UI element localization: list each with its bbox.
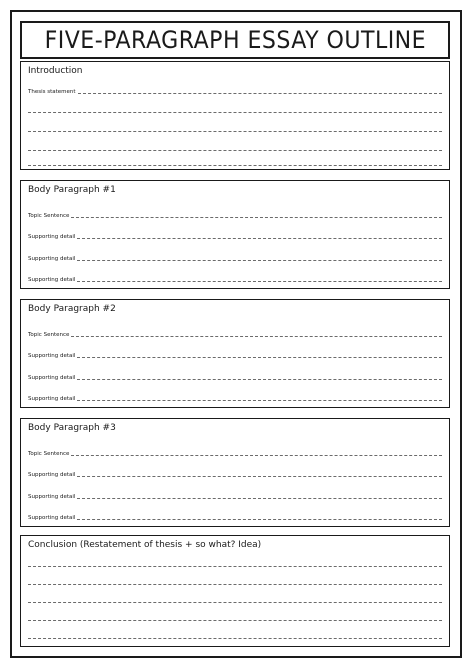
writing-line[interactable]: [28, 620, 442, 621]
topic-sentence-row[interactable]: [28, 445, 442, 457]
row-label: Supporting detail: [28, 255, 76, 262]
writing-line[interactable]: [77, 476, 442, 477]
section-heading: Body Paragraph #2: [28, 304, 116, 314]
section-heading: Body Paragraph #1: [28, 185, 116, 195]
thesis-row[interactable]: [28, 83, 442, 95]
writing-line[interactable]: [77, 238, 442, 239]
topic-sentence-row[interactable]: [28, 207, 442, 219]
introduction-section: [20, 61, 450, 170]
writing-line[interactable]: [28, 131, 442, 132]
page-title: FIVE-PARAGRAPH ESSAY OUTLINE: [44, 26, 426, 54]
conclusion-section: [20, 535, 450, 647]
row-label: Topic Sentence: [28, 212, 70, 219]
row-label: Supporting detail: [28, 493, 76, 500]
row-label: Supporting detail: [28, 514, 76, 521]
writing-row[interactable]: [28, 574, 442, 586]
writing-line[interactable]: [77, 400, 442, 401]
writing-line[interactable]: [28, 638, 442, 639]
section-heading: Introduction: [28, 66, 83, 76]
supporting-detail-row[interactable]: [28, 250, 442, 262]
writing-line[interactable]: [77, 498, 442, 499]
writing-line[interactable]: [77, 379, 442, 380]
writing-line[interactable]: [71, 217, 442, 218]
writing-row[interactable]: [28, 140, 442, 152]
row-label: Supporting detail: [28, 471, 76, 478]
row-label: Supporting detail: [28, 395, 76, 402]
writing-line[interactable]: [28, 112, 442, 113]
row-label: Supporting detail: [28, 233, 76, 240]
writing-line[interactable]: [28, 150, 442, 151]
writing-row[interactable]: [28, 121, 442, 133]
writing-line[interactable]: [71, 455, 442, 456]
title-box: [20, 21, 450, 59]
supporting-detail-row[interactable]: [28, 466, 442, 478]
writing-line[interactable]: [28, 566, 442, 567]
body-paragraph-1-section: [20, 180, 450, 289]
writing-line[interactable]: [71, 336, 442, 337]
row-label: Topic Sentence: [28, 450, 70, 457]
writing-line[interactable]: [77, 281, 442, 282]
row-label: Supporting detail: [28, 374, 76, 381]
supporting-detail-row[interactable]: [28, 509, 442, 521]
row-label: Topic Sentence: [28, 331, 70, 338]
writing-line[interactable]: [77, 357, 442, 358]
writing-line[interactable]: [28, 165, 442, 166]
writing-row[interactable]: [28, 155, 442, 167]
writing-line[interactable]: [77, 519, 442, 520]
body-paragraph-3-section: [20, 418, 450, 527]
section-heading: Conclusion (Restatement of thesis + so what? Idea): [28, 540, 262, 550]
writing-line[interactable]: [28, 584, 442, 585]
writing-row[interactable]: [28, 592, 442, 604]
writing-line[interactable]: [78, 93, 442, 94]
supporting-detail-row[interactable]: [28, 488, 442, 500]
supporting-detail-row[interactable]: [28, 271, 442, 283]
writing-line[interactable]: [28, 602, 442, 603]
writing-row[interactable]: [28, 610, 442, 622]
writing-row[interactable]: [28, 628, 442, 640]
topic-sentence-row[interactable]: [28, 326, 442, 338]
row-label: Supporting detail: [28, 276, 76, 283]
row-label: Thesis statement: [28, 88, 76, 95]
row-label: Supporting detail: [28, 352, 76, 359]
writing-row[interactable]: [28, 102, 442, 114]
section-heading: Body Paragraph #3: [28, 423, 116, 433]
writing-line[interactable]: [77, 260, 442, 261]
writing-row[interactable]: [28, 556, 442, 568]
supporting-detail-row[interactable]: [28, 369, 442, 381]
supporting-detail-row[interactable]: [28, 390, 442, 402]
body-paragraph-2-section: [20, 299, 450, 408]
supporting-detail-row[interactable]: [28, 347, 442, 359]
supporting-detail-row[interactable]: [28, 228, 442, 240]
